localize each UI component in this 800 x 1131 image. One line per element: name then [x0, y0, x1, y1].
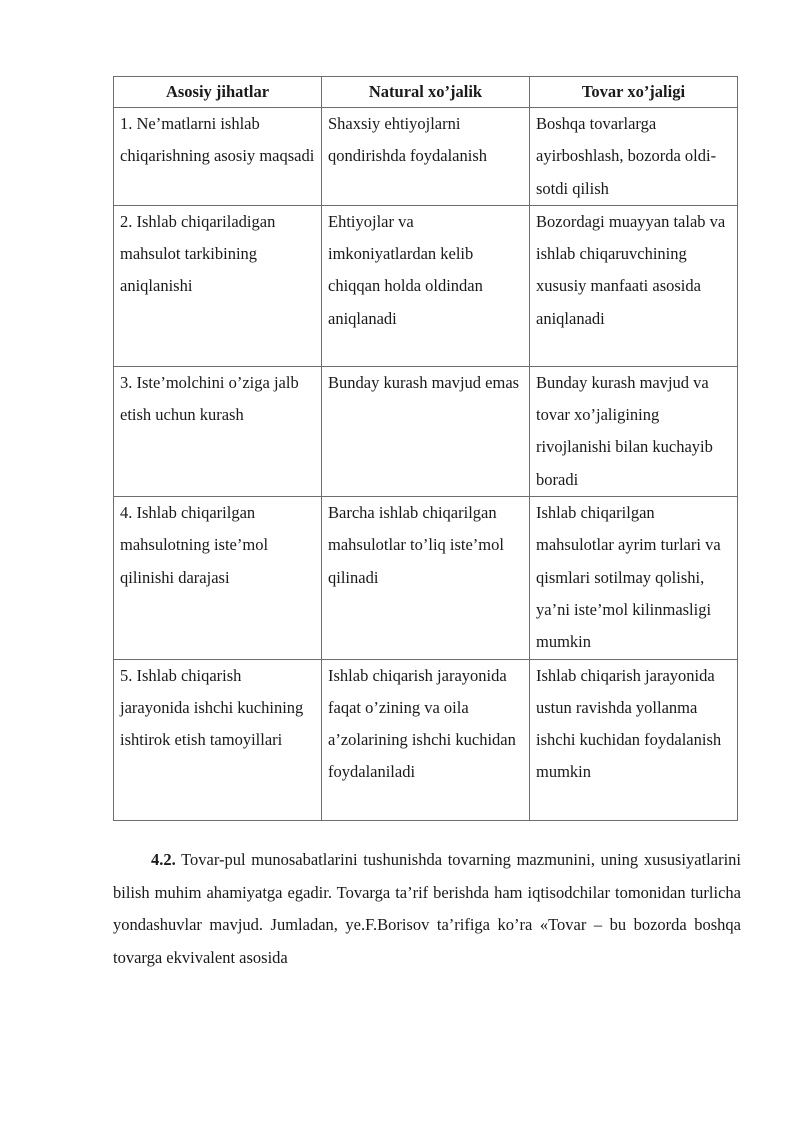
table-cell-commodity: Ishlab chiqarilgan mahsulotlar ayrim turlari va qismlari sotilmay qolishi, ya’ni iste’mol kilinmasligi mumkin	[530, 497, 738, 659]
table-cell-aspect: 4. Ishlab chiqarilgan mahsulotning iste’mol qilinishi darajasi	[114, 497, 322, 659]
table-cell-natural: Shaxsiy ehtiyojlarni qondirishda foydalanish	[322, 108, 530, 206]
table-cell-commodity: Bunday kurash mavjud va tovar xo’jaligining rivojlanishi bilan kuchayib boradi	[530, 366, 738, 496]
table-row	[114, 497, 738, 659]
header-natural-xojalik: Natural xo’jalik	[322, 77, 530, 108]
table-row	[114, 108, 738, 206]
table-cell-commodity: Bozordagi muayyan talab va ishlab chiqaruvchining xususiy manfaati asosida aniqlanadi	[530, 205, 738, 366]
header-asosiy-jihatlar: Asosiy jihatlar	[114, 77, 322, 108]
table-cell-natural: Bunday kurash mavjud emas	[322, 366, 530, 496]
table-cell-commodity: Boshqa tovarlarga ayirboshlash, bozorda oldi-sotdi qilish	[530, 108, 738, 206]
table-cell-aspect: 2. Ishlab chiqariladigan mahsulot tarkibining aniqlanishi	[114, 205, 322, 366]
table-cell-aspect: 3. Iste’molchini o’ziga jalb etish uchun kurash	[114, 366, 322, 496]
paragraph-text: Tovar-pul munosabatlarini tushunishda tovarning mazmunini, uning xususiyatlarini bilish muhim ahamiyatga egadir. Tovarga ta’rif berishda ham iqtisodchilar tomonidan turlicha yondashuvlar mavjud. Jumladan, ye.F.Borisov ta’rifiga ko’ra «Tovar – bu bozorda boshqa tovarga ekvivalent asosida	[113, 850, 741, 967]
table-cell-natural: Ishlab chiqarish jarayonida faqat o’zining va oila a’zolarining ishchi kuchidan foydalaniladi	[322, 659, 530, 820]
comparison-table	[113, 76, 738, 821]
table-header-row	[114, 77, 738, 108]
body-paragraph	[113, 844, 741, 974]
table-cell-natural: Barcha ishlab chiqarilgan mahsulotlar to’liq iste’mol qilinadi	[322, 497, 530, 659]
table-row	[114, 205, 738, 366]
table-cell-aspect: 5. Ishlab chiqarish jarayonida ishchi kuchining ishtirok etish tamoyillari	[114, 659, 322, 820]
table-row	[114, 659, 738, 820]
table-cell-natural: Ehtiyojlar va imkoniyatlardan kelib chiqqan holda oldindan aniqlanadi	[322, 205, 530, 366]
table-cell-commodity: Ishlab chiqarish jarayonida ustun ravishda yollanma ishchi kuchidan foydalanish mumkin	[530, 659, 738, 820]
header-tovar-xojaligi: Tovar xo’jaligi	[530, 77, 738, 108]
table-cell-aspect: 1. Ne’matlarni ishlab chiqarishning asosiy maqsadi	[114, 108, 322, 206]
section-number: 4.2.	[151, 850, 176, 869]
table-row	[114, 366, 738, 496]
